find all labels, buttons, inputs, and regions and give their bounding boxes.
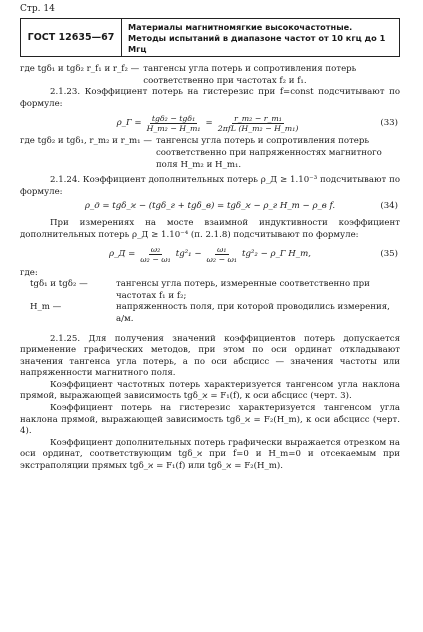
equals-sign: = bbox=[205, 117, 213, 128]
formula-lhs: ρ_Г = bbox=[116, 117, 142, 128]
bridge-paragraph: При измерениях на мосте взаимной индуктивности коэффициент дополнительных потерь ρ_Д ≥ 1.10⁻⁴ (п. 2.1.8) подсчитывают по формуле: bbox=[20, 218, 400, 240]
definition-term: H_m — bbox=[30, 302, 62, 313]
paragraph-hysteresis-losses: Коэффициент потерь на гистерезис характеризуется тангенсом угла наклона прямой, выражающей зависимость tgδ_ϰ = F₂(H_m), к оси абсцисс (черт. 4). bbox=[20, 403, 400, 437]
definition-term: где tgδ₁ и tgδ₂ r_f₁ и r_f₂ — bbox=[20, 64, 140, 74]
definition-35a bbox=[30, 279, 400, 302]
section-2-1-25: 2.1.25. Для получения значений коэффициентов потерь допускается применение графических методов, при этом по оси ординат откладывают значения тангенса угла потерь, а по оси абсцисс — значения частоты или напряженности магнитного поля. bbox=[20, 333, 400, 379]
formula-34 bbox=[20, 198, 400, 214]
fraction bbox=[145, 114, 203, 133]
where-label: где: bbox=[20, 267, 38, 278]
standard-header bbox=[20, 18, 400, 57]
definition-text: тангенсы угла потерь и сопротивления потерь соответственно при напряженностях магнитного поля H_m₂ и H_m₁. bbox=[155, 136, 382, 170]
page-number: Стр. 14 bbox=[20, 4, 55, 14]
document-body bbox=[20, 64, 400, 473]
numerator: ω₁ bbox=[217, 245, 227, 255]
definition-term: где tgδ₂ и tgδ₁, r_m₂ и r_m₁ — bbox=[20, 136, 152, 147]
definition-35b bbox=[30, 302, 400, 325]
formula-number: (35) bbox=[380, 248, 398, 259]
section-2-1-24: 2.1.24. Коэффициент дополнительных потерь ρ_Д ≥ 1.10⁻³ подсчитывают по формуле: bbox=[20, 175, 400, 197]
formula-rhs: tg²₂ − ρ_Г H_m, bbox=[242, 248, 311, 259]
standard-code: ГОСТ 12635—67 bbox=[21, 19, 122, 56]
fraction bbox=[205, 245, 239, 264]
formula-middle: tg²₁ − bbox=[175, 248, 202, 259]
numerator: r_m₂ − r_m₁ bbox=[234, 113, 282, 123]
formula-number: (33) bbox=[380, 117, 398, 128]
definition-text: тангенсы угла потерь, измеренные соответственно при частотах f₁ и f₂; bbox=[116, 279, 370, 301]
standard-title: Материалы магнитномягкие высокочастотные. Методы испытаний в диапазоне частот от 10 кгц до 1 Мгц bbox=[128, 22, 386, 55]
denominator: 2πfL (H_m₂ − H_m₁) bbox=[217, 123, 299, 133]
definition-33 bbox=[20, 136, 400, 171]
formula-33 bbox=[20, 110, 400, 136]
denominator: H_m₂ − H_m₁ bbox=[146, 123, 201, 133]
definition-text: напряженность поля, при которой проводились измерения, а/м. bbox=[116, 302, 390, 324]
fraction bbox=[216, 114, 301, 133]
denominator: ω₂ − ω₁ bbox=[206, 255, 238, 265]
formula-body: ρ_д = tgδ_ϰ − (tgδ_г + tgδ_в) = tgδ_ϰ − ρ_г H_m − ρ_в f. bbox=[84, 200, 336, 211]
paragraph-frequency-losses: Коэффициент частотных потерь характеризуется тангенсом угла наклона прямой, выражающей зависимость tgδ_ϰ = F₁(f), к оси абсцисс (черт. 3). bbox=[20, 379, 400, 402]
definition-top bbox=[20, 64, 400, 87]
formula-lhs: ρ_Д = bbox=[109, 248, 136, 259]
numerator: tgδ₂ − tgδ₁ bbox=[151, 113, 196, 123]
formula-number: (34) bbox=[380, 200, 398, 211]
numerator: ω₂ bbox=[150, 245, 161, 255]
section-2-1-23: 2.1.23. Коэффициент потерь на гистерезис при f=const подсчитывают по формуле: bbox=[20, 87, 400, 109]
definition-term: tgδ₁ и tgδ₂ — bbox=[30, 279, 88, 290]
definition-text: тангенсы угла потерь и сопротивления потерь соответственно при частотах f₂ и f₁. bbox=[143, 64, 357, 86]
fraction bbox=[138, 245, 172, 264]
denominator: ω₂ − ω₁ bbox=[140, 255, 171, 265]
formula-35 bbox=[20, 242, 400, 268]
paragraph-additional-losses: Коэффициент дополнительных потерь графически выражается отрезком на оси ординат, соответствующим tgδ_ϰ при f=0 и H_m=0 и отсекаемым при экстраполяции прямых tgδ_ϰ = F₁(f) или tgδ_ϰ = F₂(H_m). bbox=[20, 437, 400, 472]
